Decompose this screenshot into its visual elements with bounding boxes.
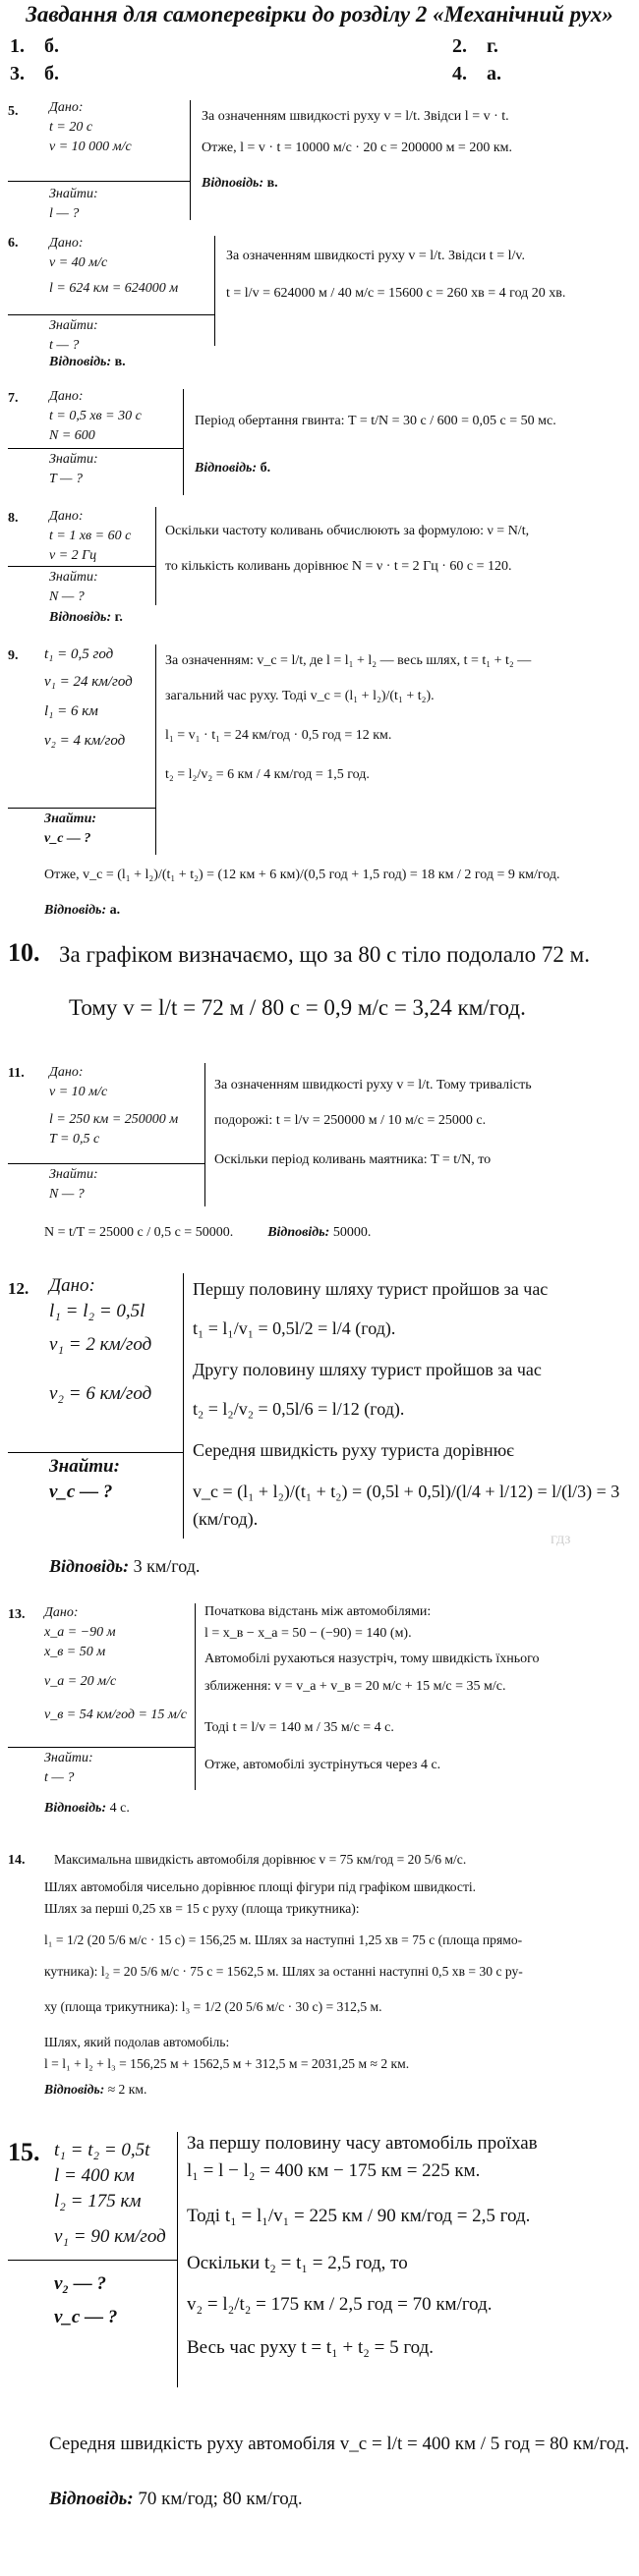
divider: [177, 2132, 178, 2387]
problem-number: 7.: [8, 391, 19, 406]
separator: [8, 448, 183, 449]
problem-number: 6.: [8, 236, 19, 251]
solution: Оскільки частоту коливань обчислюють за формулою: ν = N/t, то кількість коливань дорівнює N = ν · t = 2 Гц · 60 с = 120.: [165, 524, 530, 574]
separator: [8, 1163, 204, 1164]
answer-line: Відповідь: г.: [49, 610, 123, 625]
answer-2: 2. г.: [452, 35, 498, 57]
answer-1: 1. б.: [10, 35, 59, 57]
solution: За означенням швидкості руху v = l/t. Тому тривалість подорожі: t = l/v = 250000 м / 10 м/с = 25000 с. Оскільки період коливань маятника: T = t/N, то: [214, 1078, 532, 1167]
given-block: Дано: t = 20 с v = 10 000 м/с: [49, 100, 132, 154]
given-block: Дано: x_a = −90 м x_в = 50 м v_a = 20 м/с v_в = 54 км/год = 15 м/с: [44, 1605, 187, 1722]
find-block: Знайти: T — ?: [49, 452, 98, 486]
answer-4: 4. а.: [452, 63, 501, 84]
separator: [8, 2260, 177, 2261]
problem-number: 15.: [8, 2138, 40, 2166]
find-block: Знайти: t — ?: [44, 1751, 93, 1785]
solution: Початкова відстань між автомобілями: l = x_в − x_a = 50 − (−90) = 140 (м). Автомобілі рухаються назустріч, тому швидкість їхнього зближення: v = v_a + v_в = 20 м/с + 15 м/с = 35 м/с. Тоді t = l/v = 140 м / 35 м/с = 4 с. Отже, автомобілі зустрінуться через 4 с.: [204, 1604, 540, 1772]
given-block: Дано: l₁ = l₂ = 0,5l v₁ = 2 км/год v₂ = 6 км/год: [49, 1275, 152, 1404]
find-block: v₂ — ? v_c — ?: [54, 2273, 118, 2327]
find-block: Знайти: N — ?: [49, 1167, 98, 1202]
solution: За означенням: v_c = l/t, де l = l₁ + l₂ — весь шлях, t = t₁ + t₂ — загальний час руху. Тоді v_c = (l₁ + l₂)/(t₁ + t₂). l₁ = v₁ · t₁ = 24 км/год · 0,5 год = 12 км. t₂ = l₂/v₂ = 6 км / 4 км/год = 1,5 год.: [165, 653, 532, 782]
divider: [183, 1273, 184, 1539]
problem-number: 5.: [8, 104, 19, 119]
divider: [183, 389, 184, 495]
separator: [8, 314, 214, 315]
solution: За означенням швидкості руху v = l/t. Звідси l = v · t. Отже, l = v · t = 10000 м/с · 20 с = 200000 м = 200 км. Відповідь: в.: [202, 109, 512, 191]
given-block: t₁ = t₂ = 0,5t l = 400 км l₂ = 175 км v₁ = 90 км/год: [54, 2140, 166, 2247]
answer-line: Відповідь: 4 с.: [44, 1801, 130, 1816]
given-block: t₁ = 0,5 год v₁ = 24 км/год l₁ = 6 км v₂ = 4 км/год: [44, 646, 133, 749]
divider: [214, 236, 215, 346]
problem-number: 11.: [8, 1066, 25, 1081]
find-block: Знайти: t — ?: [49, 318, 98, 353]
answer-line: Відповідь: в.: [49, 355, 126, 369]
solution: Максимальна швидкість автомобіля дорівнює v = 75 км/год = 20 5/6 м/с. Шлях автомобіля чисельно дорівнює площі фігури під графіком швидкості. Шлях за перші 0,25 хв = 15 с руху (площа трикутника): l₁ = 1/2 (20 5/6 м/с · 15 с) = 156,25 м. Шлях за наступні 1,25 хв = 75 с (площа прямо- кутника): l₂ = 20 5/6 м/с · 75 с = 1562,5 м. Шлях за останні наступні 0,5 хв = 30 с ру- ху (площа трикутника): l₃ = 1/2 (20 5/6 м/с · 30 с) = 312,5 м. Шлях, який подолав автомобіль: l = l₁ + l₂ + l₃ = 156,25 м + 1562,5 м + 312,5 м = 2031,25 м ≈ 2 км. Відповідь: ≈ 2 км.: [44, 1852, 523, 2097]
given-block: Дано: t = 1 хв = 60 с ν = 2 Гц: [49, 509, 132, 563]
answer-line: Відповідь: 3 км/год.: [49, 1556, 201, 1576]
solution: За означенням швидкості руху v = l/t. Звідси t = l/v. t = l/v = 624000 м / 40 м/с = 15600 с = 260 хв = 4 год 20 хв.: [226, 249, 566, 301]
solution-result: Середня швидкість руху автомобіля v_c = l/t = 400 км / 5 год = 80 км/год. Відповідь: 70 км/год; 80 км/год.: [49, 2434, 630, 2509]
solution: Першу половину шляху турист пройшов за час t₁ = l₁/v₁ = 0,5l/2 = l/4 (год). Другу половину шляху турист пройшов за час t₂ = l₂/v₂ = 0,5l/6 = l/12 (год). Середня швидкість руху туриста дорівнює v_c = (l₁ + l₂)/(t₁ + t₂) = (0,5l + 0,5l)/(l/4 + l/12) = l/(l/3) = 3 (км/год).: [193, 1279, 620, 1529]
solution: За графіком визначаємо, що за 80 с тіло подолало 72 м. Тому v = l/t = 72 м / 80 с = 0,9 м/с = 3,24 км/год.: [59, 942, 590, 1020]
solution-result: Отже, v_c = (l₁ + l₂)/(t₁ + t₂) = (12 км + 6 км)/(0,5 год + 1,5 год) = 18 км / 2 год = 9 км/год. Відповідь: а.: [44, 868, 560, 918]
solution: За першу половину часу автомобіль проїхав l₁ = l − l₂ = 400 км − 175 км = 225 км. Тоді t₁ = l₁/v₁ = 225 км / 90 км/год = 2,5 год. Оскільки t₂ = t₁ = 2,5 год, то v₂ = l₂/t₂ = 175 км / 2,5 год = 70 км/год. Весь час руху t = t₁ + t₂ = 5 год.: [187, 2133, 538, 2358]
divider: [195, 1603, 196, 1790]
given-block: Дано: v = 40 м/с l = 624 км = 624000 м: [49, 236, 179, 296]
separator: [8, 808, 155, 809]
separator: [8, 1452, 183, 1453]
separator: [8, 566, 155, 567]
separator: [8, 1747, 195, 1748]
find-block: Знайти: N — ?: [49, 570, 98, 604]
given-block: Дано: v = 10 м/с l = 250 км = 250000 м T = 0,5 с: [49, 1065, 179, 1147]
watermark: ГДЗ: [551, 1533, 571, 1546]
separator: [8, 181, 190, 182]
divider: [155, 644, 156, 855]
problem-number: 13.: [8, 1607, 26, 1622]
divider: [155, 507, 156, 605]
solution-result: N = t/T = 25000 с / 0,5 с = 50000. Відповідь: 50000.: [44, 1225, 372, 1240]
problem-number: 10.: [8, 938, 40, 967]
find-block: Знайти: l — ?: [49, 187, 98, 221]
divider: [204, 1063, 205, 1206]
given-block: Дано: t = 0,5 хв = 30 с N = 600: [49, 389, 142, 443]
problem-number: 12.: [8, 1279, 29, 1298]
problem-number: 8.: [8, 511, 19, 526]
solution: Період обертання гвинта: T = t/N = 30 с / 600 = 0,05 с = 50 мс. Відповідь: б.: [195, 414, 556, 476]
find-block: Знайти: v_c — ?: [44, 812, 97, 846]
problem-number: 9.: [8, 648, 19, 663]
page-title: Завдання для самоперевірки до розділу 2 «Механічний рух»: [26, 2, 613, 27]
answer-3: 3. б.: [10, 63, 59, 84]
divider: [190, 100, 191, 220]
problem-number: 14.: [8, 1853, 26, 1868]
find-block: Знайти: v_c — ?: [49, 1456, 120, 1502]
